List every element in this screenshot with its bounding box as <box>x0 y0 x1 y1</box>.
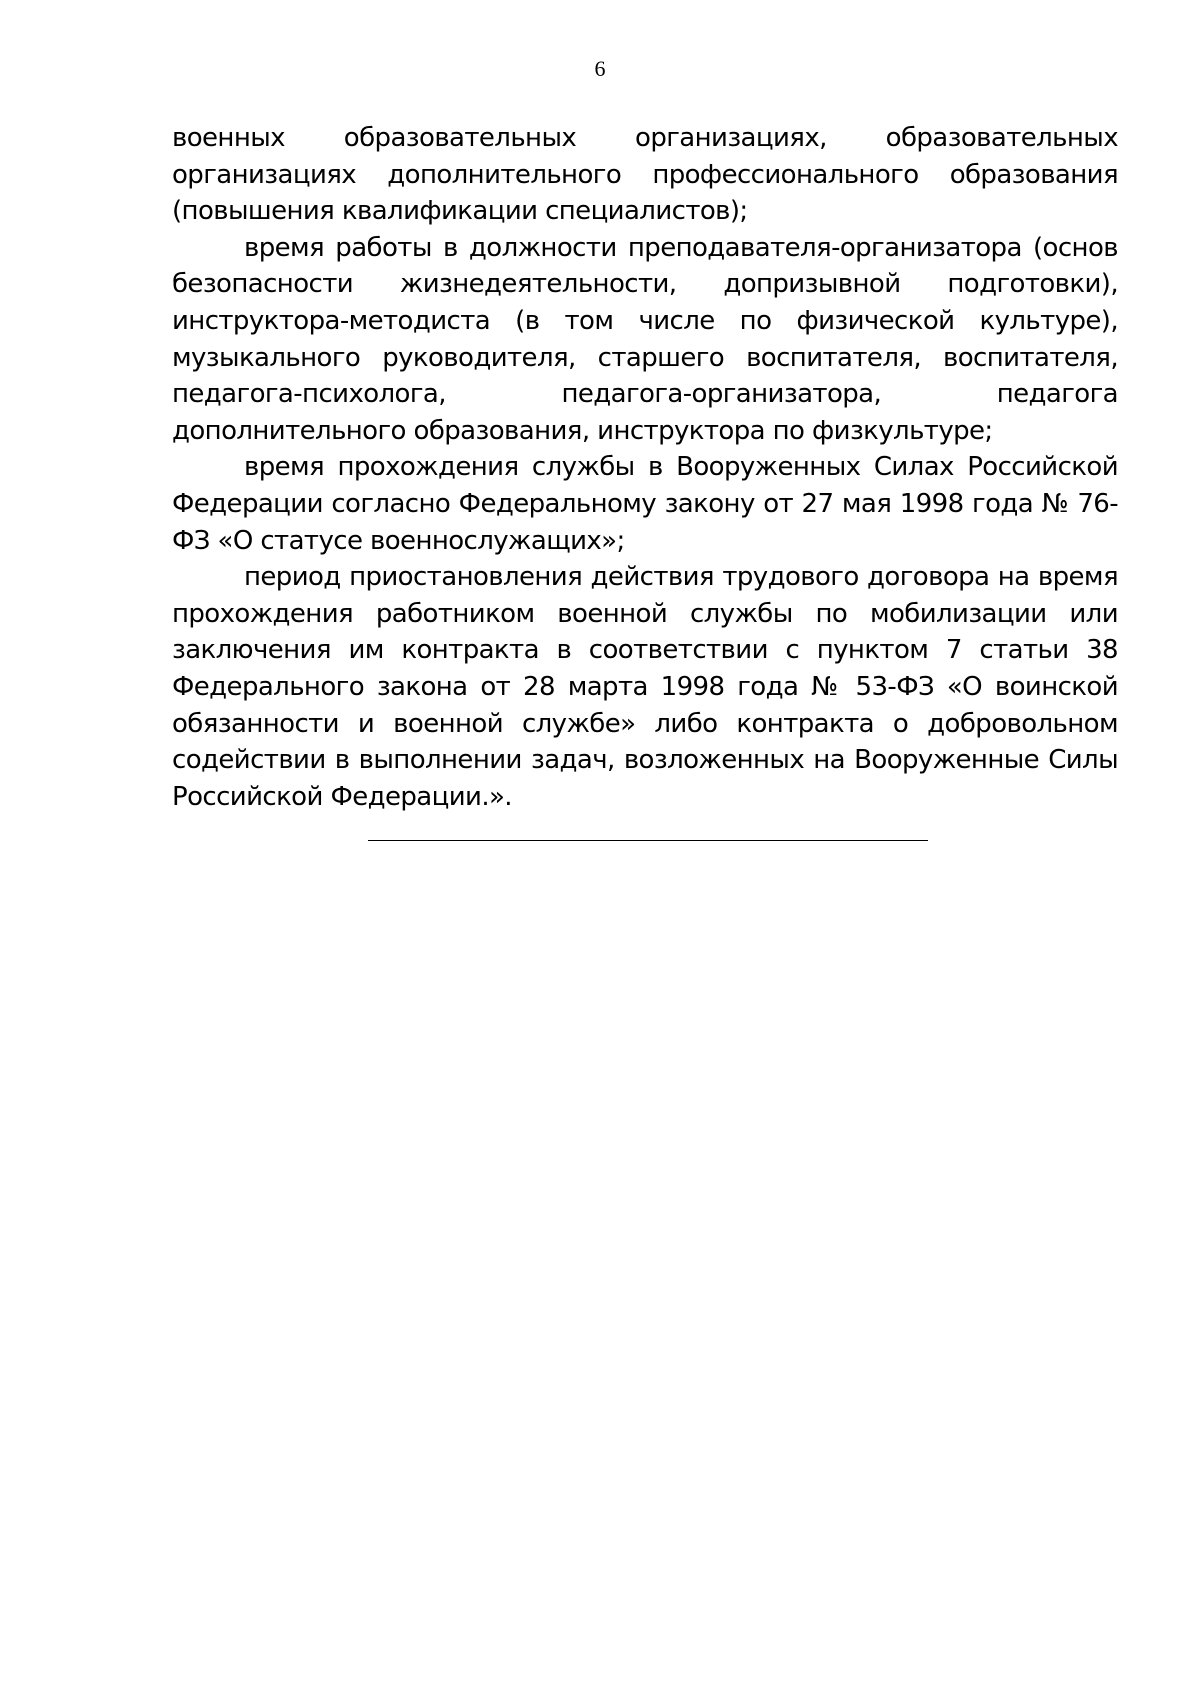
paragraph-4: период приостановления действия трудового договора на время прохождения работником военной службы по мобилизации или заключения им контракта в соответствии с пунктом 7 статьи 38 Федерального закона от 28 марта 1998 года № 53-ФЗ «О воинской обязанности и военной службе» либо контракта о добровольном содействии в выполнении задач, возложенных на Вооруженные Силы Российской Федерации.». <box>172 562 1118 812</box>
paragraph-3: время прохождения службы в Вооруженных Силах Российской Федерации согласно Федеральному закону от 27 мая 1998 года № 76-ФЗ «О статусе военнослужащих»; <box>172 452 1118 556</box>
paragraph-1: военных образовательных организациях, образовательных организациях дополнительного профессионального образования (повышения квалификации специалистов); <box>172 123 1118 227</box>
page-number: 6 <box>594 56 606 81</box>
document-body <box>172 120 1118 815</box>
paragraph-2: время работы в должности преподавателя-организатора (основ безопасности жизнедеятельности, допризывной подготовки), инструктора-методиста (в том числе по физической культуре), музыкального руководителя, старшего воспитателя, воспитателя, педагога-психолога, педагога-организатора, педагога дополнительного образования, инструктора по физкультуре; <box>172 232 1118 446</box>
end-of-text-rule <box>368 840 928 841</box>
